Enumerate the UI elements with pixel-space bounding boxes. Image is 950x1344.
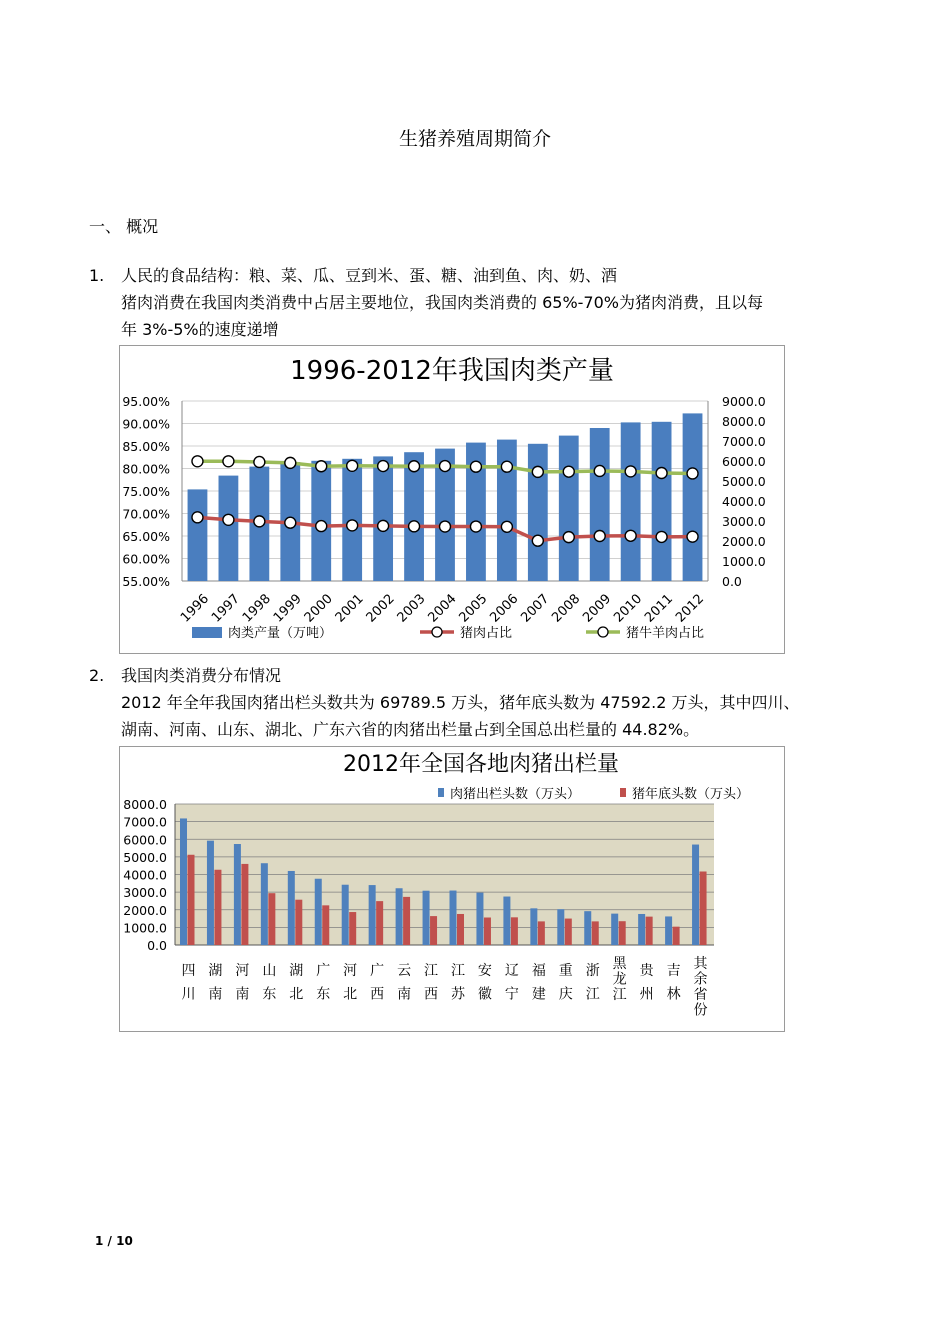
x-axis-tick-label: 2004 (425, 591, 460, 626)
left-axis-tick-label: 80.00% (122, 461, 170, 477)
item-line: 猪肉消费在我国肉类消费中占居主要地位，我国肉类消费的 65%-70%为猪肉消费，且以每 (121, 293, 763, 312)
bar-pig-year-end-stock (322, 905, 329, 945)
item-line: 我国肉类消费分布情况 (121, 666, 282, 685)
point-pork-beef-mutton-share (316, 461, 327, 472)
right-axis-tick-label: 3000.0 (722, 514, 766, 529)
item-number: 1. (89, 266, 105, 285)
bar-pig-year-end-stock (511, 917, 518, 945)
x-axis-tick-label: 2005 (456, 591, 491, 626)
bar-pig-year-end-stock (538, 921, 545, 945)
bar-pig-output (207, 841, 214, 945)
bar-pig-year-end-stock (188, 855, 195, 945)
left-axis-tick-label: 55.00% (122, 574, 170, 589)
bar-pig-output (261, 863, 268, 945)
left-axis-tick-label: 70.00% (122, 506, 170, 522)
point-pork-share (563, 532, 574, 543)
legend-label: 肉类产量（万吨） (228, 626, 333, 641)
y-axis-tick-label: 7000.0 (123, 814, 167, 830)
right-axis-tick-label: 1000.0 (722, 554, 766, 569)
bar-pig-output (396, 888, 403, 945)
bar-pig-year-end-stock (403, 897, 410, 945)
bar-pig-output (450, 891, 457, 945)
x-axis-category-label: 黑龙江 (612, 956, 627, 1003)
bar-pig-year-end-stock (376, 901, 383, 945)
x-axis-category-label: 湖南 (208, 963, 223, 1003)
x-axis-tick-label: 1996 (177, 591, 212, 626)
point-pork-share (625, 530, 636, 541)
item-number: 2. (89, 666, 105, 685)
point-pork-share (192, 512, 203, 523)
point-pork-share (347, 520, 358, 531)
right-axis-tick-label: 0.0 (722, 574, 742, 589)
bar-pig-output (584, 911, 591, 945)
bar-pig-output (638, 914, 645, 945)
legend-label: 肉猪出栏头数（万头） (450, 787, 581, 802)
bar-meat-production (621, 422, 641, 581)
x-axis-category-label: 四川 (181, 963, 196, 1003)
bar-pig-output (692, 845, 699, 945)
point-pork-beef-mutton-share (409, 461, 420, 472)
y-axis-tick-label: 5000.0 (123, 849, 167, 865)
x-axis-category-label: 江西 (424, 963, 439, 1003)
x-axis-category-label: 江苏 (450, 963, 465, 1003)
left-axis-tick-label: 75.00% (122, 484, 170, 499)
right-axis-tick-label: 7000.0 (722, 434, 766, 449)
legend-label: 猪肉占比 (460, 626, 513, 641)
point-pork-beef-mutton-share (501, 461, 512, 472)
bar-meat-production (373, 456, 393, 581)
point-pork-beef-mutton-share (687, 468, 698, 479)
bar-pig-output (369, 885, 376, 945)
pig-output-chart-svg (120, 747, 784, 1031)
x-axis-category-label: 安徽 (477, 963, 492, 1003)
point-pork-beef-mutton-share (625, 466, 636, 477)
bar-pig-year-end-stock (565, 919, 572, 945)
y-axis-tick-label: 1000.0 (123, 920, 167, 936)
chart-title: 2012年全国各地肉猪出栏量 (343, 752, 619, 777)
point-pork-beef-mutton-share (594, 465, 605, 476)
bar-meat-production (652, 422, 672, 581)
list-item-2 (89, 662, 889, 744)
page-number: 1 / 10 (95, 1234, 133, 1248)
y-axis-tick-label: 6000.0 (123, 832, 167, 848)
legend-label: 猪年底头数（万头） (632, 787, 750, 802)
point-pork-beef-mutton-share (347, 460, 358, 471)
meat-production-chart (119, 345, 785, 654)
x-axis-category-label: 辽宁 (504, 963, 519, 1003)
right-axis-tick-label: 8000.0 (722, 414, 766, 429)
point-pork-share (501, 521, 512, 532)
bar-pig-output (288, 871, 295, 945)
item-line: 湖南、河南、山东、湖北、广东六省的肉猪出栏量占到全国总出栏量的 44.82%。 (121, 720, 700, 739)
meat-production-chart-svg (120, 346, 784, 653)
point-pork-beef-mutton-share (378, 461, 389, 472)
x-axis-tick-label: 2012 (673, 591, 708, 626)
bar-pig-output (476, 893, 483, 945)
x-axis-category-label: 吉林 (666, 963, 681, 1003)
bar-pig-year-end-stock (457, 914, 464, 945)
section-heading: 一、 概况 (89, 217, 159, 236)
y-axis-tick-label: 4000.0 (123, 867, 167, 883)
x-axis-tick-label: 2011 (642, 591, 677, 626)
x-axis-tick-label: 1999 (270, 591, 305, 626)
point-pork-share (687, 531, 698, 542)
y-axis-tick-label: 3000.0 (123, 885, 167, 901)
left-axis-tick-label: 65.00% (122, 529, 170, 544)
bar-pig-output (423, 891, 430, 945)
document-title: 生猪养殖周期简介 (398, 128, 551, 150)
left-axis-tick-label: 60.00% (122, 551, 170, 567)
point-pork-beef-mutton-share (285, 457, 296, 468)
x-axis-category-label: 福建 (531, 963, 546, 1003)
bar-pig-output (503, 897, 510, 945)
point-pork-share (254, 516, 265, 527)
bar-pig-year-end-stock (700, 872, 707, 945)
chart-title: 1996-2012年我国肉类产量 (290, 356, 614, 386)
point-pork-beef-mutton-share (656, 468, 667, 479)
bar-pig-year-end-stock (268, 893, 275, 945)
y-axis-tick-label: 0.0 (147, 938, 167, 953)
list-item-1 (89, 262, 889, 344)
bar-pig-year-end-stock (214, 870, 221, 945)
left-axis-tick-label: 85.00% (122, 439, 170, 454)
point-pork-beef-mutton-share (440, 461, 451, 472)
x-axis-category-label: 河北 (343, 963, 358, 1003)
left-axis-tick-label: 95.00% (122, 394, 170, 409)
point-pork-share (378, 520, 389, 531)
bar-pig-year-end-stock (241, 864, 248, 945)
point-pork-share (532, 535, 543, 546)
bar-pig-output (342, 885, 349, 945)
x-axis-tick-label: 2008 (549, 591, 584, 626)
bar-pig-output (611, 914, 618, 945)
x-axis-tick-label: 2009 (580, 591, 615, 626)
bar-meat-production (590, 428, 610, 581)
x-axis-tick-label: 2000 (301, 591, 336, 626)
point-pork-beef-mutton-share (470, 461, 481, 472)
x-axis-category-label: 重庆 (558, 963, 573, 1003)
right-axis-tick-label: 2000.0 (722, 534, 766, 549)
point-pork-share (409, 521, 420, 532)
x-axis-category-label: 贵州 (639, 963, 654, 1003)
point-pork-share (594, 531, 605, 542)
legend-swatch-meat-production (192, 627, 222, 638)
bar-pig-year-end-stock (295, 900, 302, 945)
legend-swatch-pig-output (438, 788, 444, 797)
bar-pig-output (180, 818, 187, 945)
x-axis-category-label: 云南 (397, 963, 412, 1003)
left-axis-tick-label: 90.00% (122, 416, 170, 432)
bar-meat-production (188, 489, 208, 581)
x-axis-category-label: 河南 (235, 963, 250, 1003)
x-axis-category-label: 湖北 (289, 963, 304, 1003)
item-line: 2012 年全年我国肉猪出栏头数共为 69789.5 万头，猪年底头数为 47592.2 万头，其中四川、 (121, 693, 800, 712)
point-pork-beef-mutton-share (223, 456, 234, 467)
point-pork-beef-mutton-share (563, 466, 574, 477)
x-axis-category-label: 浙江 (585, 963, 600, 1003)
bar-meat-production (219, 476, 239, 581)
point-pork-beef-mutton-share (254, 456, 265, 467)
bar-pig-year-end-stock (619, 921, 626, 945)
x-axis-category-label: 山东 (262, 963, 277, 1003)
bar-pig-year-end-stock (592, 921, 599, 945)
x-axis-category-label: 其余省份 (693, 956, 708, 1019)
bar-pig-output (234, 844, 241, 945)
bar-pig-output (665, 916, 672, 945)
item-line: 年 3%-5%的速度递增 (121, 320, 279, 339)
x-axis-tick-label: 2002 (363, 591, 398, 626)
bar-pig-year-end-stock (673, 927, 680, 945)
bar-pig-output (530, 908, 537, 945)
bar-pig-year-end-stock (646, 917, 653, 945)
point-pork-share (656, 531, 667, 542)
bar-pig-year-end-stock (430, 916, 437, 945)
point-pork-beef-mutton-share (192, 456, 203, 467)
y-axis-tick-label: 8000.0 (123, 797, 167, 812)
bar-meat-production (683, 413, 703, 581)
right-axis-tick-label: 5000.0 (722, 474, 766, 489)
legend-swatch-pig-year-end-stock (620, 788, 626, 797)
right-axis-tick-label: 9000.0 (722, 394, 766, 409)
bar-pig-output (557, 909, 564, 945)
legend-label: 猪牛羊肉占比 (626, 626, 705, 641)
right-axis-tick-label: 4000.0 (722, 494, 766, 509)
x-axis-category-label: 广东 (316, 963, 331, 1003)
pig-output-chart (119, 746, 785, 1032)
legend-marker-pork-share (432, 627, 442, 637)
x-axis-tick-label: 1998 (239, 591, 274, 626)
point-pork-share (223, 514, 234, 525)
x-axis-tick-label: 2006 (487, 591, 522, 626)
x-axis-tick-label: 2007 (518, 591, 553, 626)
x-axis-tick-label: 2010 (611, 591, 646, 626)
x-axis-tick-label: 2003 (394, 591, 429, 626)
legend-marker-pork-beef-mutton-share (598, 627, 608, 637)
right-axis-tick-label: 6000.0 (722, 454, 766, 469)
point-pork-share (440, 521, 451, 532)
y-axis-tick-label: 2000.0 (123, 902, 167, 918)
bar-meat-production (559, 436, 579, 581)
x-axis-tick-label: 2001 (332, 591, 367, 626)
bar-pig-output (315, 879, 322, 945)
x-axis-tick-label: 1997 (208, 591, 243, 626)
point-pork-share (285, 517, 296, 528)
bar-pig-year-end-stock (484, 918, 491, 945)
x-axis-category-label: 广西 (370, 963, 385, 1003)
bar-pig-year-end-stock (349, 912, 356, 945)
item-line: 人民的食品结构：粮、菜、瓜、豆到米、蛋、糖、油到鱼、肉、奶、酒 (121, 266, 618, 285)
bar-meat-production (528, 444, 548, 581)
point-pork-share (316, 521, 327, 532)
point-pork-share (470, 521, 481, 532)
point-pork-beef-mutton-share (532, 466, 543, 477)
